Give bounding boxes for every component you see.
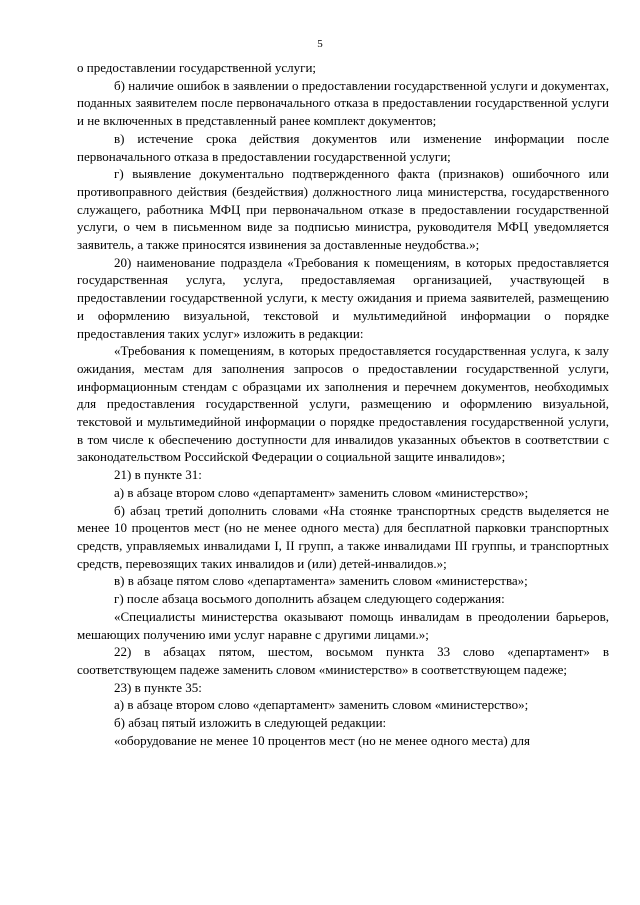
- paragraph: о предоставлении государственной услуги;: [77, 60, 317, 75]
- paragraph: «Требования к помещениям, в которых предоставляется государственная услуга, к залу ожидания, местам для заполнения запросов о предоставлении государственной услуги, информационным стендам с образцами их заполнения и перечнем документов, необходимых для предоставления государственной услуги, размещению и оформлению визуальной, текстовой и мультимедийной информации о порядке предоставления государственной услуги, в том числе к обеспечению доступности для инвалидов указанных объектов в соответствии с законодательством Российской Федерации о социальной защите инвалидов»;: [77, 343, 609, 465]
- paragraph: в) в абзаце пятом слово «департамента» заменить словом «министерства»;: [114, 573, 528, 589]
- paragraph: 22) в абзацах пятом, шестом, восьмом пункта 33 слово «департамент» в соответствующем падеже заменить словом «министерство» в соответствующем падеже;: [77, 644, 609, 677]
- paragraph: а) в абзаце втором слово «департамент» заменить словом «министерство»;: [114, 697, 529, 713]
- paragraph: г) выявление документально подтвержденного факта (признаков) ошибочного или противоправного действия (бездействия) должностного лица министерства, государственного служащего, работника МФЦ при первоначальном отказе в предоставлении государственной услуги, о чем в письменном виде за подписью министра, руководителя МФЦ уведомляется заявитель, а также приносятся извинения за доставленные неудобства.»;: [77, 166, 609, 253]
- page-number: 5: [317, 38, 323, 50]
- paragraph: «оборудование не менее 10 процентов мест (но не менее одного места) для: [114, 732, 531, 748]
- paragraph: а) в абзаце втором слово «департамент» заменить словом «министерство»;: [114, 484, 529, 500]
- paragraph: 20) наименование подраздела «Требования к помещениям, в которых предоставляется государственная услуга, услуга, предоставляемая организацией, участвующей в предоставлении государственной услуги, к месту ожидания и приема заявителей, размещению и оформлению визуальной, текстовой и мультимедийной информации о порядке предоставления таких услуг» изложить в редакции:: [77, 254, 609, 341]
- paragraph: в) истечение срока действия документов или изменение информации после первоначального отказа в предоставлении государственной услуги;: [77, 130, 609, 164]
- paragraph: б) абзац пятый изложить в следующей редакции:: [114, 715, 387, 731]
- document-body: [77, 59, 609, 749]
- paragraph: 23) в пункте 35:: [114, 679, 202, 695]
- paragraph: «Специалисты министерства оказывают помощь инвалидам в преодолении барьеров, мешающих получению ими услуг наравне с другими лицами.»;: [77, 608, 609, 642]
- paragraph: г) после абзаца восьмого дополнить абзацем следующего содержания:: [114, 591, 505, 607]
- paragraph: 21) в пункте 31:: [114, 467, 202, 483]
- paragraph: б) наличие ошибок в заявлении о предоставлении государственной услуги и документах, поданных заявителем после первоначального отказа в предоставлении государственной услуги и не включенных в представленный ранее комплект документов;: [77, 77, 609, 129]
- paragraph: б) абзац третий дополнить словами «На стоянке транспортных средств выделяется не менее 10 процентов мест (но не менее одного места) для бесплатной парковки транспортных средств, управляемых инвалидами I, II групп, а также инвалидами III группы, и транспортных средств, перевозящих таких инвалидов и (или) детей-инвалидов.»;: [77, 502, 609, 571]
